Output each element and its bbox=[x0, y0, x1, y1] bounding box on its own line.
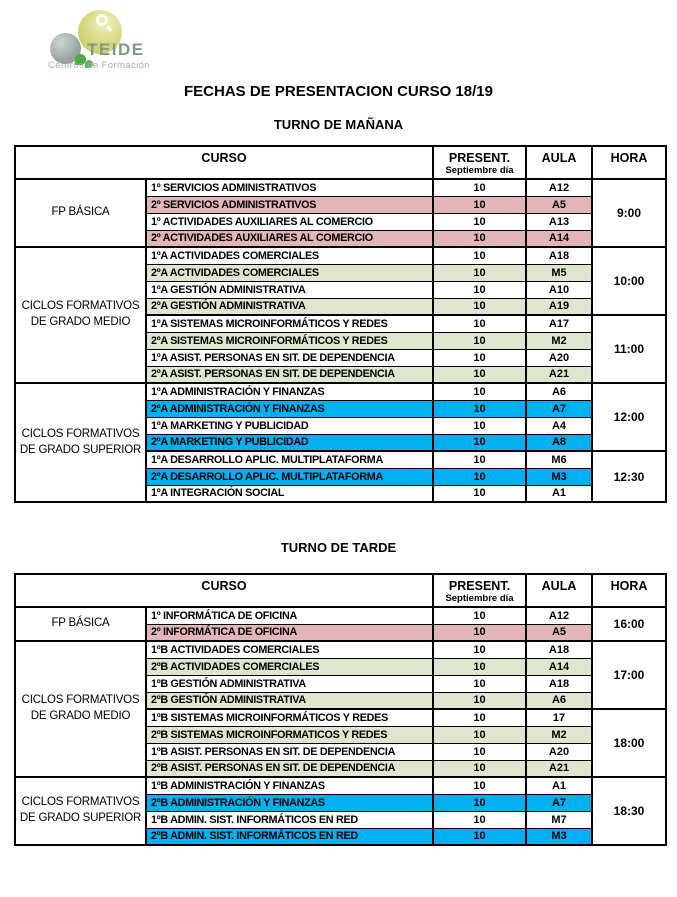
group-cell: FP BÁSICA bbox=[15, 179, 146, 247]
aula-cell: M3 bbox=[526, 828, 592, 845]
curso-header: CURSO bbox=[15, 146, 433, 179]
present-cell: 10 bbox=[433, 315, 526, 332]
aula-cell: M2 bbox=[526, 332, 592, 349]
present-cell: 10 bbox=[433, 179, 526, 196]
present-cell: 10 bbox=[433, 709, 526, 726]
table-row bbox=[15, 247, 666, 264]
present-header bbox=[433, 574, 526, 607]
aula-cell: A12 bbox=[526, 179, 592, 196]
course-cell: 1ºA ASIST. PERSONAS EN SIT. DE DEPENDENCIA bbox=[146, 349, 433, 366]
present-cell: 10 bbox=[433, 828, 526, 845]
hora-cell: 10:00 bbox=[592, 247, 666, 315]
aula-cell: M3 bbox=[526, 468, 592, 485]
present-header-subtitle: Septiembre día bbox=[445, 165, 514, 176]
present-cell: 10 bbox=[433, 726, 526, 743]
hora-cell: 18:30 bbox=[592, 777, 666, 845]
morning-section-title: TURNO DE MAÑANA bbox=[273, 117, 404, 132]
aula-cell: A20 bbox=[526, 743, 592, 760]
aula-cell: A14 bbox=[526, 658, 592, 675]
course-cell: 1ºA ACTIVIDADES COMERCIALES bbox=[146, 247, 433, 264]
course-cell: 2º INFORMÁTICA DE OFICINA bbox=[146, 624, 433, 641]
morning-schedule-table bbox=[14, 145, 667, 503]
hora-cell: 12:00 bbox=[592, 383, 666, 451]
table-row bbox=[15, 641, 666, 658]
aula-cell: A4 bbox=[526, 417, 592, 434]
curso-header: CURSO bbox=[15, 574, 433, 607]
course-cell: 1ºA GESTIÓN ADMINISTRATIVA bbox=[146, 281, 433, 298]
present-header-label: PRESENT. bbox=[448, 579, 511, 593]
header-row bbox=[15, 146, 666, 179]
present-cell: 10 bbox=[433, 624, 526, 641]
course-cell: 2ºA GESTIÓN ADMINISTRATIVA bbox=[146, 298, 433, 315]
course-cell: 1º INFORMÁTICA DE OFICINA bbox=[146, 607, 433, 624]
aula-cell: A18 bbox=[526, 675, 592, 692]
course-cell: 1ºB SISTEMAS MICROINFORMÁTICOS Y REDES bbox=[146, 709, 433, 726]
logo-magnifier-icon bbox=[96, 14, 108, 26]
present-cell: 10 bbox=[433, 675, 526, 692]
aula-cell: A5 bbox=[526, 196, 592, 213]
present-header-subtitle: Septiembre día bbox=[445, 593, 514, 604]
course-cell: 1ºB ASIST. PERSONAS EN SIT. DE DEPENDENCIA bbox=[146, 743, 433, 760]
course-cell: 1º SERVICIOS ADMINISTRATIVOS bbox=[146, 179, 433, 196]
course-cell: 2ºB ADMINISTRACIÓN Y FINANZAS bbox=[146, 794, 433, 811]
aula-cell: A17 bbox=[526, 315, 592, 332]
aula-header: AULA bbox=[526, 146, 592, 179]
present-cell: 10 bbox=[433, 451, 526, 468]
hora-cell: 16:00 bbox=[592, 607, 666, 641]
present-cell: 10 bbox=[433, 281, 526, 298]
aula-cell: A18 bbox=[526, 641, 592, 658]
aula-cell: A7 bbox=[526, 794, 592, 811]
present-cell: 10 bbox=[433, 230, 526, 247]
aula-cell: A14 bbox=[526, 230, 592, 247]
present-cell: 10 bbox=[433, 743, 526, 760]
group-cell: CICLOS FORMATIVOS DE GRADO MEDIO bbox=[15, 641, 146, 777]
aula-cell: A18 bbox=[526, 247, 592, 264]
present-cell: 10 bbox=[433, 332, 526, 349]
present-cell: 10 bbox=[433, 468, 526, 485]
course-cell: 2ºB GESTIÓN ADMINISTRATIVA bbox=[146, 692, 433, 709]
course-cell: 2ºB SISTEMAS MICROINFORMATICOS Y REDES bbox=[146, 726, 433, 743]
present-cell: 10 bbox=[433, 417, 526, 434]
present-cell: 10 bbox=[433, 349, 526, 366]
hora-cell: 11:00 bbox=[592, 315, 666, 383]
present-cell: 10 bbox=[433, 811, 526, 828]
present-cell: 10 bbox=[433, 794, 526, 811]
course-cell: 2ºA ASIST. PERSONAS EN SIT. DE DEPENDENCIA bbox=[146, 366, 433, 383]
present-cell: 10 bbox=[433, 383, 526, 400]
table-row bbox=[15, 179, 666, 196]
course-cell: 1º ACTIVIDADES AUXILIARES AL COMERCIO bbox=[146, 213, 433, 230]
aula-cell: A1 bbox=[526, 485, 592, 502]
present-cell: 10 bbox=[433, 213, 526, 230]
page-title: FECHAS DE PRESENTACION CURSO 18/19 bbox=[184, 83, 493, 100]
course-cell: 2ºB ASIST. PERSONAS EN SIT. DE DEPENDENCIA bbox=[146, 760, 433, 777]
aula-cell: M7 bbox=[526, 811, 592, 828]
hora-header: HORA bbox=[592, 574, 666, 607]
hora-cell: 9:00 bbox=[592, 179, 666, 247]
course-cell: 1ºA INTEGRACIÓN SOCIAL bbox=[146, 485, 433, 502]
header-row bbox=[15, 574, 666, 607]
aula-cell: A19 bbox=[526, 298, 592, 315]
logo-wordmark: TEIDE bbox=[87, 40, 145, 59]
present-cell: 10 bbox=[433, 196, 526, 213]
course-cell: 2ºA MARKETING Y PUBLICIDAD bbox=[146, 434, 433, 451]
course-cell: 2ºA DESARROLLO APLIC. MULTIPLATAFORMA bbox=[146, 468, 433, 485]
present-cell: 10 bbox=[433, 777, 526, 794]
course-cell: 2º SERVICIOS ADMINISTRATIVOS bbox=[146, 196, 433, 213]
aula-cell: A12 bbox=[526, 607, 592, 624]
hora-header: HORA bbox=[592, 146, 666, 179]
present-cell: 10 bbox=[433, 247, 526, 264]
afternoon-section-title: TURNO DE TARDE bbox=[280, 540, 397, 555]
course-cell: 1ºB ADMIN. SIST. INFORMÁTICOS EN RED bbox=[146, 811, 433, 828]
aula-cell: A6 bbox=[526, 692, 592, 709]
course-cell: 2ºB ADMIN. SIST. INFORMÁTICOS EN RED bbox=[146, 828, 433, 845]
aula-cell: A1 bbox=[526, 777, 592, 794]
aula-cell: A6 bbox=[526, 383, 592, 400]
group-cell: CICLOS FORMATIVOS DE GRADO MEDIO bbox=[15, 247, 146, 383]
table-row bbox=[15, 383, 666, 400]
present-cell: 10 bbox=[433, 400, 526, 417]
present-header bbox=[433, 146, 526, 179]
hora-cell: 12:30 bbox=[592, 451, 666, 502]
aula-cell: M5 bbox=[526, 264, 592, 281]
present-cell: 10 bbox=[433, 607, 526, 624]
table-row bbox=[15, 777, 666, 794]
aula-cell: M6 bbox=[526, 451, 592, 468]
course-cell: 1ºA MARKETING Y PUBLICIDAD bbox=[146, 417, 433, 434]
present-cell: 10 bbox=[433, 692, 526, 709]
aula-header: AULA bbox=[526, 574, 592, 607]
aula-cell: A5 bbox=[526, 624, 592, 641]
course-cell: 2ºA SISTEMAS MICROINFORMÁTICOS Y REDES bbox=[146, 332, 433, 349]
logo-tagline: Centros de Formación bbox=[48, 60, 150, 71]
present-cell: 10 bbox=[433, 434, 526, 451]
present-cell: 10 bbox=[433, 485, 526, 502]
aula-cell: 17 bbox=[526, 709, 592, 726]
aula-cell: A8 bbox=[526, 434, 592, 451]
group-cell: FP BÁSICA bbox=[15, 607, 146, 641]
aula-cell: A21 bbox=[526, 760, 592, 777]
group-cell: CICLOS FORMATIVOS DE GRADO SUPERIOR bbox=[15, 777, 146, 845]
aula-cell: A20 bbox=[526, 349, 592, 366]
group-cell: CICLOS FORMATIVOS DE GRADO SUPERIOR bbox=[15, 383, 146, 502]
teide-logo bbox=[50, 8, 210, 78]
hora-cell: 17:00 bbox=[592, 641, 666, 709]
hora-cell: 18:00 bbox=[592, 709, 666, 777]
aula-cell: A10 bbox=[526, 281, 592, 298]
aula-cell: A21 bbox=[526, 366, 592, 383]
present-cell: 10 bbox=[433, 641, 526, 658]
course-cell: 2ºA ACTIVIDADES COMERCIALES bbox=[146, 264, 433, 281]
present-header-label: PRESENT. bbox=[448, 151, 511, 165]
present-cell: 10 bbox=[433, 658, 526, 675]
course-cell: 2ºA ADMINISTRACIÓN Y FINANZAS bbox=[146, 400, 433, 417]
course-cell: 1ºA ADMINISTRACIÓN Y FINANZAS bbox=[146, 383, 433, 400]
present-cell: 10 bbox=[433, 264, 526, 281]
aula-cell: A13 bbox=[526, 213, 592, 230]
afternoon-schedule-table bbox=[14, 573, 667, 846]
course-cell: 2º ACTIVIDADES AUXILIARES AL COMERCIO bbox=[146, 230, 433, 247]
course-cell: 1ºB ADMINISTRACIÓN Y FINANZAS bbox=[146, 777, 433, 794]
course-cell: 1ºB GESTIÓN ADMINISTRATIVA bbox=[146, 675, 433, 692]
aula-cell: A7 bbox=[526, 400, 592, 417]
present-cell: 10 bbox=[433, 298, 526, 315]
course-cell: 1ºA SISTEMAS MICROINFORMÁTICOS Y REDES bbox=[146, 315, 433, 332]
course-cell: 1ºA DESARROLLO APLIC. MULTIPLATAFORMA bbox=[146, 451, 433, 468]
course-cell: 2ºB ACTIVIDADES COMERCIALES bbox=[146, 658, 433, 675]
aula-cell: M2 bbox=[526, 726, 592, 743]
present-cell: 10 bbox=[433, 366, 526, 383]
table-row bbox=[15, 607, 666, 624]
present-cell: 10 bbox=[433, 760, 526, 777]
course-cell: 1ºB ACTIVIDADES COMERCIALES bbox=[146, 641, 433, 658]
